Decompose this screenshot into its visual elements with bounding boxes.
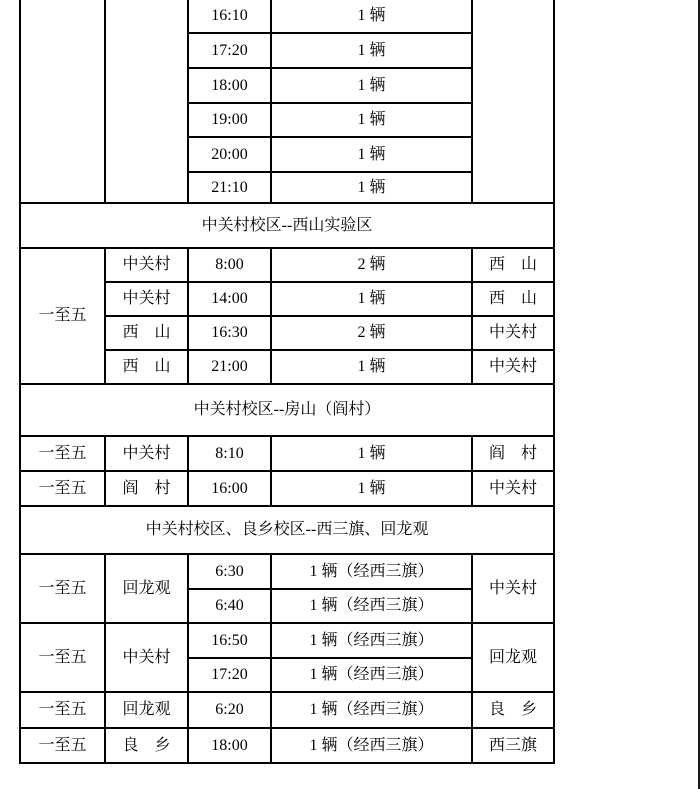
time-cell: 16:50 — [188, 623, 271, 658]
time-cell: 16:10 — [188, 0, 271, 33]
count-cell: 1 辆 — [271, 103, 472, 137]
table-row — [20, 471, 554, 506]
count-cell: 1 辆 — [271, 33, 472, 68]
count-cell: 1 辆（经西三旗） — [271, 623, 472, 658]
origin-cell: 回龙观 — [105, 692, 188, 728]
days-cell: 一至五 — [20, 248, 105, 384]
destination-cell-empty — [472, 0, 554, 203]
destination-cell: 西 山 — [472, 282, 554, 316]
time-cell: 6:20 — [188, 692, 271, 728]
destination-cell: 西三旗 — [472, 728, 554, 763]
time-cell: 16:30 — [188, 316, 271, 350]
count-cell: 1 辆 — [271, 0, 472, 33]
table-row — [20, 692, 554, 728]
count-cell: 1 辆 — [271, 350, 472, 384]
section-title: 中关村校区--西山实验区 — [20, 203, 554, 248]
count-cell: 2 辆 — [271, 316, 472, 350]
destination-cell: 西 山 — [472, 248, 554, 282]
section-title-row — [20, 384, 554, 436]
table-row — [20, 728, 554, 763]
days-cell: 一至五 — [20, 728, 105, 763]
count-cell: 1 辆（经西三旗） — [271, 658, 472, 692]
days-cell-empty — [20, 0, 105, 203]
time-cell: 18:00 — [188, 728, 271, 763]
count-cell: 1 辆（经西三旗） — [271, 589, 472, 623]
time-cell: 18:00 — [188, 68, 271, 103]
destination-cell: 中关村 — [472, 350, 554, 384]
table-row — [20, 623, 554, 658]
destination-cell: 良 乡 — [472, 692, 554, 728]
bus-schedule-table — [19, 0, 555, 764]
count-cell: 1 辆 — [271, 172, 472, 203]
time-cell: 8:00 — [188, 248, 271, 282]
section-title: 中关村校区、良乡校区--西三旗、回龙观 — [20, 506, 554, 554]
count-cell: 2 辆 — [271, 248, 472, 282]
time-cell: 6:40 — [188, 589, 271, 623]
destination-cell: 回龙观 — [472, 623, 554, 692]
section-title-row — [20, 506, 554, 554]
table-row — [20, 554, 554, 589]
destination-cell: 阎 村 — [472, 436, 554, 471]
destination-cell: 中关村 — [472, 471, 554, 506]
origin-cell: 西 山 — [105, 350, 188, 384]
count-cell: 1 辆（经西三旗） — [271, 554, 472, 589]
destination-cell: 中关村 — [472, 316, 554, 350]
time-cell: 20:00 — [188, 137, 271, 172]
time-cell: 17:20 — [188, 658, 271, 692]
days-cell: 一至五 — [20, 554, 105, 623]
days-cell: 一至五 — [20, 623, 105, 692]
time-cell: 8:10 — [188, 436, 271, 471]
count-cell: 1 辆 — [271, 471, 472, 506]
origin-cell: 阎 村 — [105, 471, 188, 506]
days-cell: 一至五 — [20, 471, 105, 506]
origin-cell: 良 乡 — [105, 728, 188, 763]
count-cell: 1 辆（经西三旗） — [271, 692, 472, 728]
destination-cell: 中关村 — [472, 554, 554, 623]
time-cell: 21:10 — [188, 172, 271, 203]
table-row — [20, 248, 554, 282]
count-cell: 1 辆 — [271, 68, 472, 103]
origin-cell: 西 山 — [105, 316, 188, 350]
section-title: 中关村校区--房山（阎村） — [20, 384, 554, 436]
time-cell: 6:30 — [188, 554, 271, 589]
count-cell: 1 辆 — [271, 436, 472, 471]
table-row — [20, 436, 554, 471]
days-cell: 一至五 — [20, 692, 105, 728]
time-cell: 21:00 — [188, 350, 271, 384]
origin-cell: 中关村 — [105, 436, 188, 471]
table-row — [20, 0, 554, 33]
origin-cell: 中关村 — [105, 623, 188, 692]
count-cell: 1 辆（经西三旗） — [271, 728, 472, 763]
section-title-row — [20, 203, 554, 248]
count-cell: 1 辆 — [271, 282, 472, 316]
time-cell: 17:20 — [188, 33, 271, 68]
time-cell: 19:00 — [188, 103, 271, 137]
time-cell: 14:00 — [188, 282, 271, 316]
origin-cell: 中关村 — [105, 282, 188, 316]
origin-cell: 中关村 — [105, 248, 188, 282]
origin-cell: 回龙观 — [105, 554, 188, 623]
origin-cell-empty — [105, 0, 188, 203]
count-cell: 1 辆 — [271, 137, 472, 172]
days-cell: 一至五 — [20, 436, 105, 471]
time-cell: 16:00 — [188, 471, 271, 506]
